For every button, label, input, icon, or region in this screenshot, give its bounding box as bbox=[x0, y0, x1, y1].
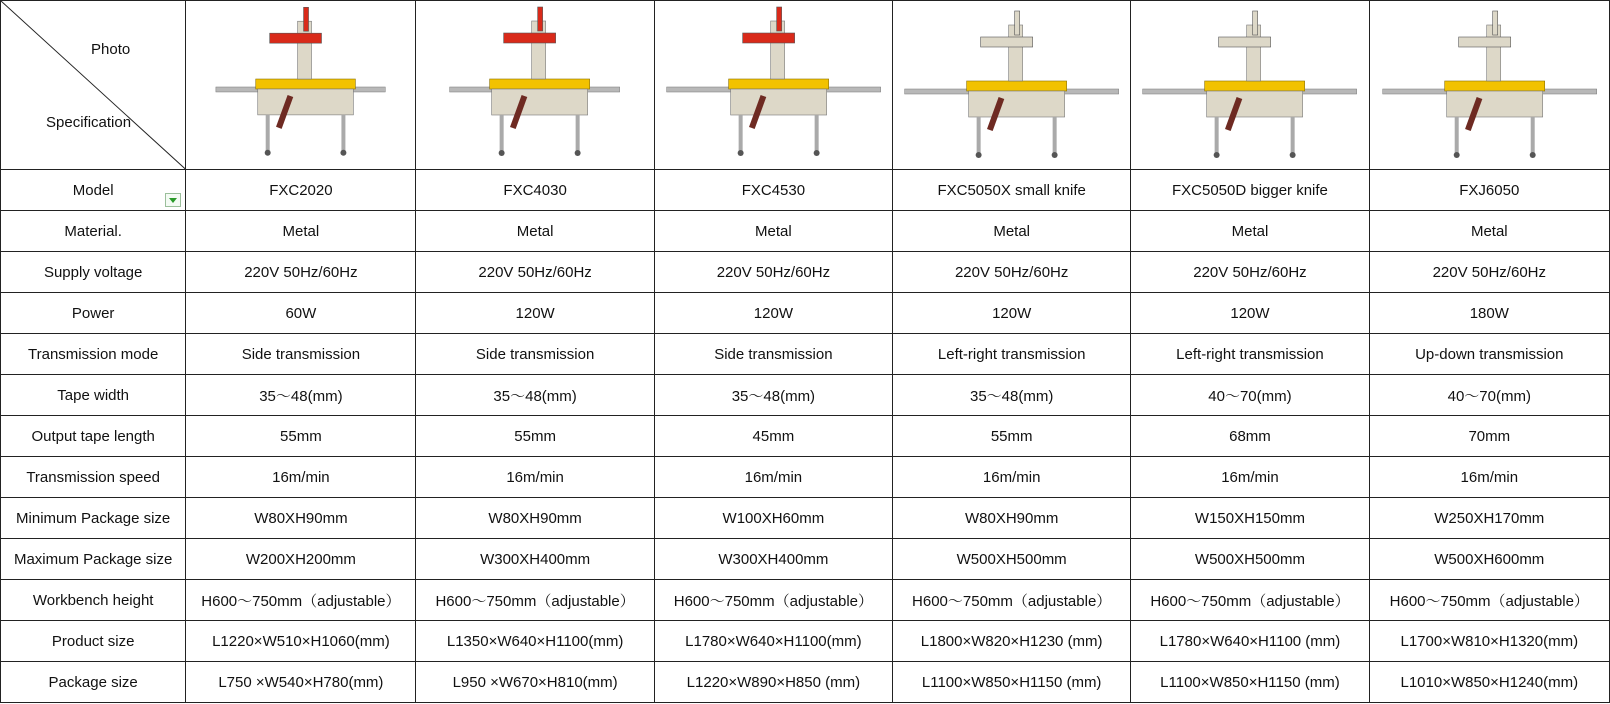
carton-sealer-machine-photo bbox=[416, 1, 653, 169]
cell-power: 120W bbox=[654, 293, 892, 334]
cell-product-size: L1780×W640×H1100 (mm) bbox=[1131, 621, 1369, 662]
cell-tape-length: 55mm bbox=[186, 416, 416, 457]
carton-sealer-machine-photo bbox=[186, 1, 415, 169]
cell-material: Metal bbox=[1131, 211, 1369, 252]
spec-row-voltage bbox=[1, 252, 1610, 293]
cell-speed: 16m/min bbox=[186, 457, 416, 498]
spec-row-max-pkg bbox=[1, 539, 1610, 580]
row-label-transmission: Transmission mode bbox=[1, 334, 186, 375]
row-label-package-size: Package size bbox=[1, 662, 186, 703]
cell-power: 180W bbox=[1369, 293, 1609, 334]
cell-model: FXC4030 bbox=[416, 170, 654, 211]
cell-model: FXC4530 bbox=[654, 170, 892, 211]
cell-voltage: 220V 50Hz/60Hz bbox=[893, 252, 1131, 293]
spec-row-tape-length bbox=[1, 416, 1610, 457]
cell-bench: H600～750mm（adjustable） bbox=[416, 580, 654, 621]
cell-speed: 16m/min bbox=[893, 457, 1131, 498]
cell-tape-length: 55mm bbox=[893, 416, 1131, 457]
cell-power: 60W bbox=[186, 293, 416, 334]
cell-transmission: Side transmission bbox=[654, 334, 892, 375]
spec-row-product-size bbox=[1, 621, 1610, 662]
cell-material: Metal bbox=[186, 211, 416, 252]
carton-sealer-machine-photo bbox=[1370, 1, 1609, 169]
cell-min-pkg: W80XH90mm bbox=[893, 498, 1131, 539]
cell-product-size: L1220×W510×H1060(mm) bbox=[186, 621, 416, 662]
carton-sealer-machine-photo bbox=[1131, 1, 1368, 169]
cell-speed: 16m/min bbox=[416, 457, 654, 498]
cell-material: Metal bbox=[416, 211, 654, 252]
cell-min-pkg: W100XH60mm bbox=[654, 498, 892, 539]
cell-speed: 16m/min bbox=[654, 457, 892, 498]
spec-row-tape-width bbox=[1, 375, 1610, 416]
cell-package-size: L1100×W850×H1150 (mm) bbox=[1131, 662, 1369, 703]
row-label-max-pkg: Maximum Package size bbox=[1, 539, 186, 580]
cell-max-pkg: W500XH500mm bbox=[893, 539, 1131, 580]
carton-sealer-machine-photo bbox=[655, 1, 892, 169]
row-label-min-pkg: Minimum Package size bbox=[1, 498, 186, 539]
cell-voltage: 220V 50Hz/60Hz bbox=[416, 252, 654, 293]
row-label-material: Material. bbox=[1, 211, 186, 252]
cell-max-pkg: W300XH400mm bbox=[416, 539, 654, 580]
cell-bench: H600～750mm（adjustable） bbox=[1369, 580, 1609, 621]
dropdown-arrow-icon[interactable] bbox=[165, 193, 181, 207]
cell-voltage: 220V 50Hz/60Hz bbox=[1131, 252, 1369, 293]
cell-tape-width: 35～48(mm) bbox=[893, 375, 1131, 416]
cell-package-size: L950 ×W670×H810(mm) bbox=[416, 662, 654, 703]
cell-tape-length: 55mm bbox=[416, 416, 654, 457]
cell-product-size: L1780×W640×H1100(mm) bbox=[654, 621, 892, 662]
cell-tape-width: 35～48(mm) bbox=[654, 375, 892, 416]
spec-row-package-size bbox=[1, 662, 1610, 703]
cell-package-size: L1220×W890×H850 (mm) bbox=[654, 662, 892, 703]
cell-speed: 16m/min bbox=[1131, 457, 1369, 498]
cell-product-size: L1700×W810×H1320(mm) bbox=[1369, 621, 1609, 662]
cell-transmission: Up-down transmission bbox=[1369, 334, 1609, 375]
cell-power: 120W bbox=[893, 293, 1131, 334]
row-label-speed: Transmission speed bbox=[1, 457, 186, 498]
cell-product-size: L1350×W640×H1100(mm) bbox=[416, 621, 654, 662]
cell-power: 120W bbox=[416, 293, 654, 334]
spec-row-min-pkg bbox=[1, 498, 1610, 539]
cell-product-size: L1800×W820×H1230 (mm) bbox=[893, 621, 1131, 662]
cell-tape-length: 45mm bbox=[654, 416, 892, 457]
cell-package-size: L1010×W850×H1240(mm) bbox=[1369, 662, 1609, 703]
cell-tape-length: 70mm bbox=[1369, 416, 1609, 457]
cell-tape-length: 68mm bbox=[1131, 416, 1369, 457]
cell-max-pkg: W300XH400mm bbox=[654, 539, 892, 580]
specification-header-label: Specification bbox=[46, 114, 132, 131]
cell-model: FXC5050X small knife bbox=[893, 170, 1131, 211]
row-label-model: Model bbox=[1, 170, 186, 211]
diagonal-divider bbox=[1, 1, 185, 169]
spec-row-model bbox=[1, 170, 1610, 211]
cell-transmission: Left-right transmission bbox=[893, 334, 1131, 375]
cell-min-pkg: W80XH90mm bbox=[186, 498, 416, 539]
carton-sealer-machine-photo bbox=[893, 1, 1130, 169]
cell-model: FXJ6050 bbox=[1369, 170, 1609, 211]
spec-row-speed bbox=[1, 457, 1610, 498]
cell-material: Metal bbox=[1369, 211, 1609, 252]
cell-min-pkg: W80XH90mm bbox=[416, 498, 654, 539]
row-label-voltage: Supply voltage bbox=[1, 252, 186, 293]
cell-min-pkg: W250XH170mm bbox=[1369, 498, 1609, 539]
cell-material: Metal bbox=[893, 211, 1131, 252]
cell-tape-width: 40～70(mm) bbox=[1131, 375, 1369, 416]
cell-model: FXC2020 bbox=[186, 170, 416, 211]
machine-photo-fxc4530 bbox=[654, 1, 892, 170]
cell-transmission: Left-right transmission bbox=[1131, 334, 1369, 375]
cell-bench: H600～750mm（adjustable） bbox=[186, 580, 416, 621]
machine-photo-fxj6050 bbox=[1369, 1, 1609, 170]
cell-material: Metal bbox=[654, 211, 892, 252]
row-label-tape-length: Output tape length bbox=[1, 416, 186, 457]
cell-power: 120W bbox=[1131, 293, 1369, 334]
row-label-tape-width: Tape width bbox=[1, 375, 186, 416]
cell-bench: H600～750mm（adjustable） bbox=[893, 580, 1131, 621]
spec-row-power bbox=[1, 293, 1610, 334]
cell-max-pkg: W200XH200mm bbox=[186, 539, 416, 580]
cell-transmission: Side transmission bbox=[186, 334, 416, 375]
cell-voltage: 220V 50Hz/60Hz bbox=[654, 252, 892, 293]
spec-row-material bbox=[1, 211, 1610, 252]
photo-header-label: Photo bbox=[91, 41, 131, 58]
cell-min-pkg: W150XH150mm bbox=[1131, 498, 1369, 539]
row-label-power: Power bbox=[1, 293, 186, 334]
spec-row-bench bbox=[1, 580, 1610, 621]
machine-photo-fxc4030 bbox=[416, 1, 654, 170]
cell-tape-width: 40～70(mm) bbox=[1369, 375, 1609, 416]
cell-voltage: 220V 50Hz/60Hz bbox=[186, 252, 416, 293]
machine-photo-fxc5050d bbox=[1131, 1, 1369, 170]
cell-voltage: 220V 50Hz/60Hz bbox=[1369, 252, 1609, 293]
photo-row bbox=[1, 1, 1610, 170]
cell-bench: H600～750mm（adjustable） bbox=[654, 580, 892, 621]
row-label-bench: Workbench height bbox=[1, 580, 186, 621]
cell-max-pkg: W500XH500mm bbox=[1131, 539, 1369, 580]
cell-bench: H600～750mm（adjustable） bbox=[1131, 580, 1369, 621]
machine-photo-fxc2020 bbox=[186, 1, 416, 170]
cell-max-pkg: W500XH600mm bbox=[1369, 539, 1609, 580]
cell-tape-width: 35～48(mm) bbox=[416, 375, 654, 416]
header-corner-cell bbox=[1, 1, 186, 170]
spec-row-transmission bbox=[1, 334, 1610, 375]
cell-model: FXC5050D bigger knife bbox=[1131, 170, 1369, 211]
machine-photo-fxc5050x bbox=[893, 1, 1131, 170]
cell-speed: 16m/min bbox=[1369, 457, 1609, 498]
cell-transmission: Side transmission bbox=[416, 334, 654, 375]
cell-package-size: L1100×W850×H1150 (mm) bbox=[893, 662, 1131, 703]
row-label-product-size: Product size bbox=[1, 621, 186, 662]
cell-tape-width: 35～48(mm) bbox=[186, 375, 416, 416]
cell-package-size: L750 ×W540×H780(mm) bbox=[186, 662, 416, 703]
